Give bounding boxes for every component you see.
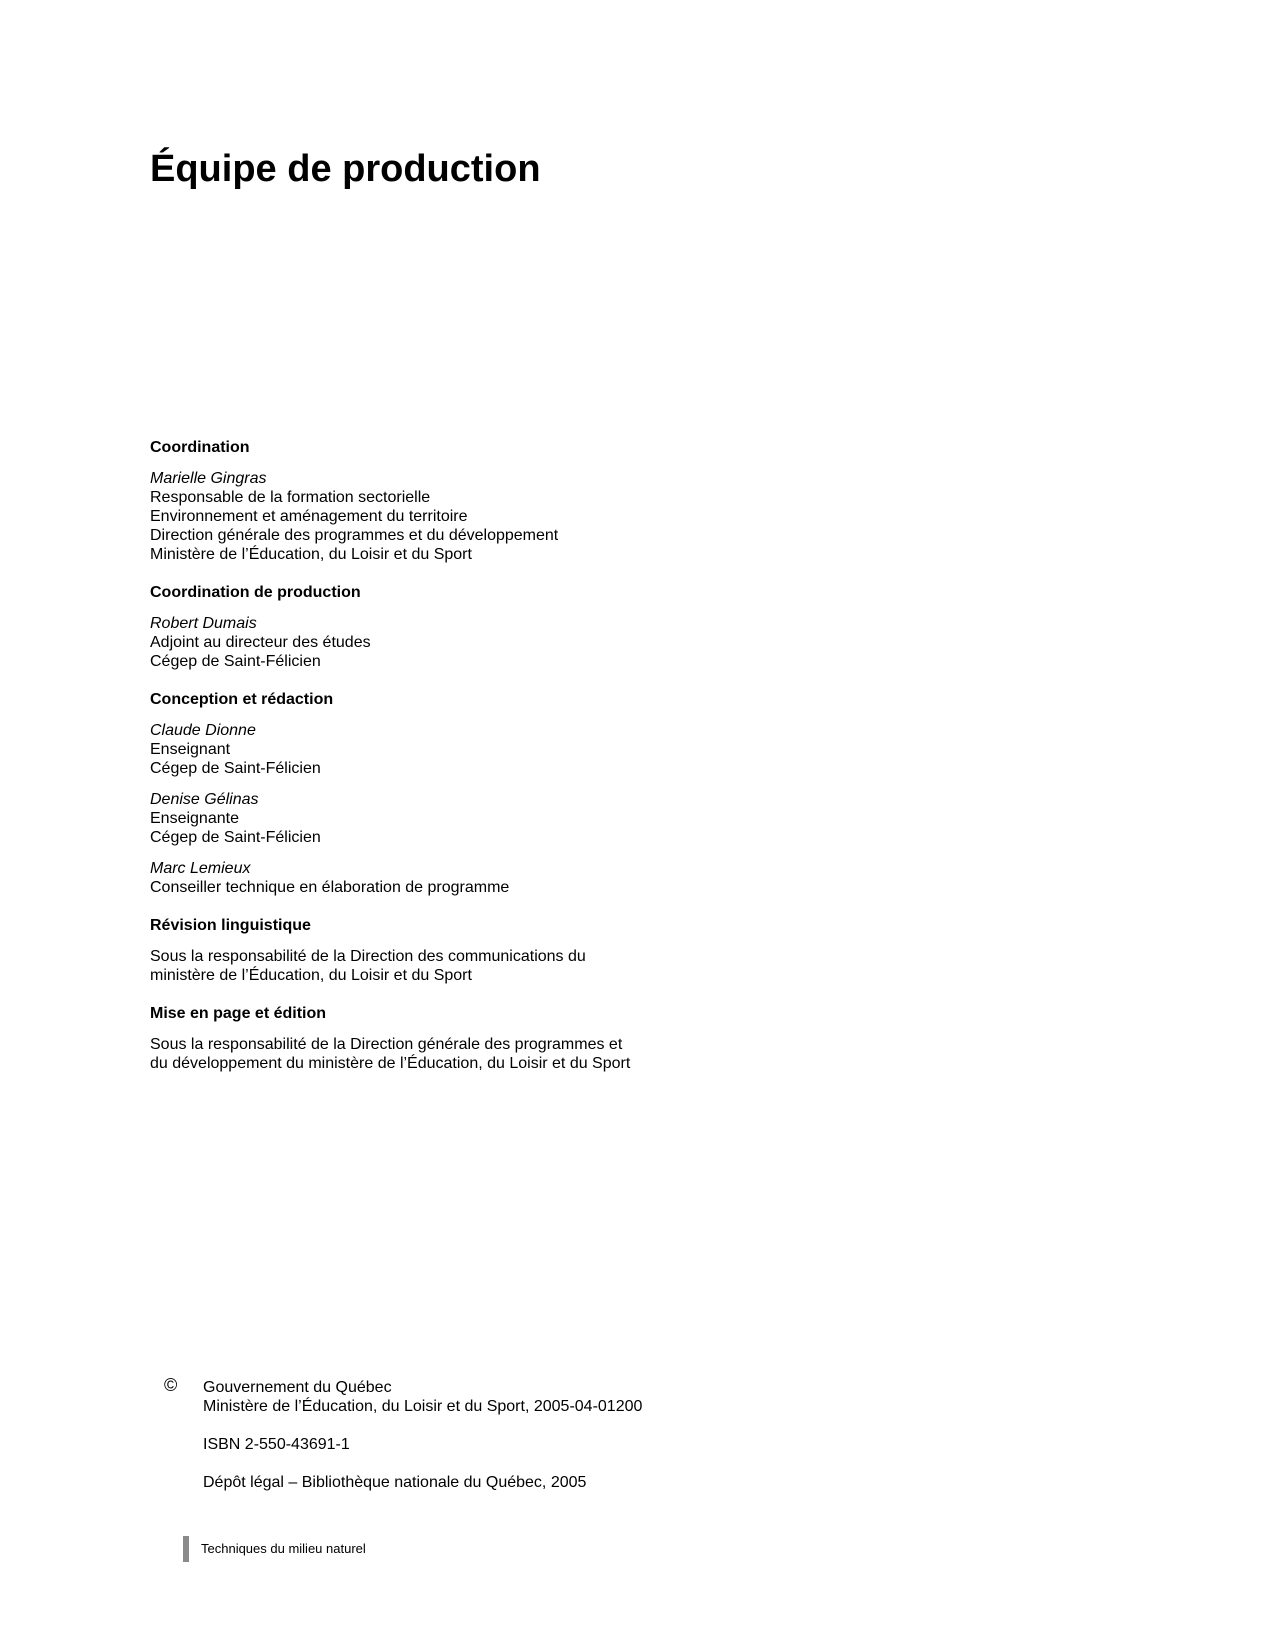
section-conception-redaction (150, 690, 710, 897)
person-name: Robert Dumais (150, 615, 257, 632)
section-mise-en-page (150, 1004, 710, 1073)
section-text-line: Sous la responsabilité de la Direction des communications du (150, 948, 586, 965)
section-heading: Conception et rédaction (150, 691, 334, 708)
person-name: Denise Gélinas (150, 791, 259, 808)
person-department: Environnement et aménagement du territoire (150, 508, 468, 525)
person-direction: Direction générale des programmes et du développement (150, 527, 559, 544)
person-role: Adjoint au directeur des études (150, 634, 371, 651)
section-text-line: ministère de l’Éducation, du Loisir et du Sport (150, 967, 472, 984)
person-entry (150, 859, 710, 897)
footer-title: Techniques du milieu naturel (201, 1541, 366, 1556)
section-heading: Coordination (150, 439, 250, 456)
person-organization: Cégep de Saint-Félicien (150, 829, 321, 846)
person-entry (150, 469, 710, 564)
person-organization: Ministère de l’Éducation, du Loisir et du Sport (150, 546, 472, 563)
page-footer (183, 1536, 366, 1562)
person-name: Claude Dionne (150, 722, 256, 739)
page-title: Équipe de production (150, 148, 541, 190)
publisher-line: Gouvernement du Québec (203, 1379, 392, 1396)
person-role: Enseignante (150, 810, 239, 827)
section-coordination-production (150, 583, 710, 671)
isbn: ISBN 2-550-43691-1 (203, 1436, 350, 1453)
person-role: Enseignant (150, 741, 231, 758)
person-organization: Cégep de Saint-Félicien (150, 760, 321, 777)
person-entry (150, 721, 710, 778)
section-heading: Mise en page et édition (150, 1005, 327, 1022)
section-heading: Révision linguistique (150, 917, 311, 934)
publisher (203, 1378, 723, 1416)
publisher-line: Ministère de l’Éducation, du Loisir et du Sport, 2005-04-01200 (203, 1398, 643, 1415)
copyright-icon: © (164, 1375, 178, 1395)
credits-list (150, 438, 710, 1092)
copyright-block (164, 1375, 724, 1498)
section-coordination (150, 438, 710, 564)
person-entry (150, 614, 710, 671)
copyright-content (203, 1378, 723, 1511)
person-role: Conseiller technique en élaboration de programme (150, 879, 510, 896)
person-entry (150, 790, 710, 847)
legal-deposit: Dépôt légal – Bibliothèque nationale du Québec, 2005 (203, 1474, 587, 1491)
section-text-line: du développement du ministère de l’Éducation, du Loisir et du Sport (150, 1055, 631, 1072)
section-text-line: Sous la responsabilité de la Direction générale des programmes et (150, 1036, 623, 1053)
section-heading: Coordination de production (150, 584, 361, 601)
person-name: Marielle Gingras (150, 470, 267, 487)
person-name: Marc Lemieux (150, 860, 251, 877)
person-organization: Cégep de Saint-Félicien (150, 653, 321, 670)
person-role: Responsable de la formation sectorielle (150, 489, 431, 506)
section-revision-linguistique (150, 916, 710, 985)
footer-bar (183, 1536, 189, 1562)
